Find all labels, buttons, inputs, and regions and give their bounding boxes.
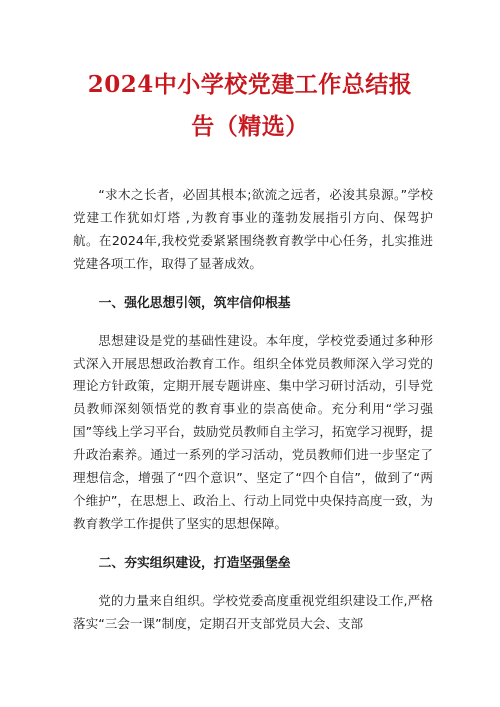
section-2-heading: 二、夯实组织建设，打造坚强堡垒: [98, 555, 291, 571]
section-1-heading: 一、强化思想引领，筑牢信仰根基: [98, 295, 291, 311]
title-line-2: 告（精选）: [191, 113, 309, 140]
document-body: [73, 184, 433, 636]
document-title: [60, 64, 440, 148]
section-2-paragraph: 党的力量来自组织。学校党委高度重视党组织建设工作,严格落实“三会一课”制度，定期召开支部党员大会、支部: [73, 592, 433, 631]
section-1-paragraph: 思想建设是党的基础性建设。本年度，学校党委通过多种形式深入开展思想政治教育工作。组织全体党员教师深入学习党的理论方针政策，定期开展专题讲座、集中学习研讨活动，引导党员教师深刻领悟党的教育事业的崇高使命。充分利用“学习强国”等线上学习平台，鼓励党员教师自主学习，拓宽学习视野，提升政治素养。通过一系列的学习活动，党员教师们进一步坚定了理想信念，增强了“四个意识”、坚定了“四个自信”，做到了“两个维护”，在思想上、政治上、行动上同党中央保持高度一致，为教育教学工作提供了坚实的思想保障。: [73, 332, 433, 531]
title-line-1: 2024中小学校党建工作总结报: [87, 71, 413, 98]
intro-paragraph: “求木之长者，必固其根本;欲流之远者，必浚其泉源。”学校党建工作犹如灯塔 ,为教育事业的蓬勃发展指引方向、保驾护航。在2024年,我校党委紧紧围绕教育教学中心任务，扎实推进党建各项工作，取得了显著成效。: [73, 187, 433, 271]
